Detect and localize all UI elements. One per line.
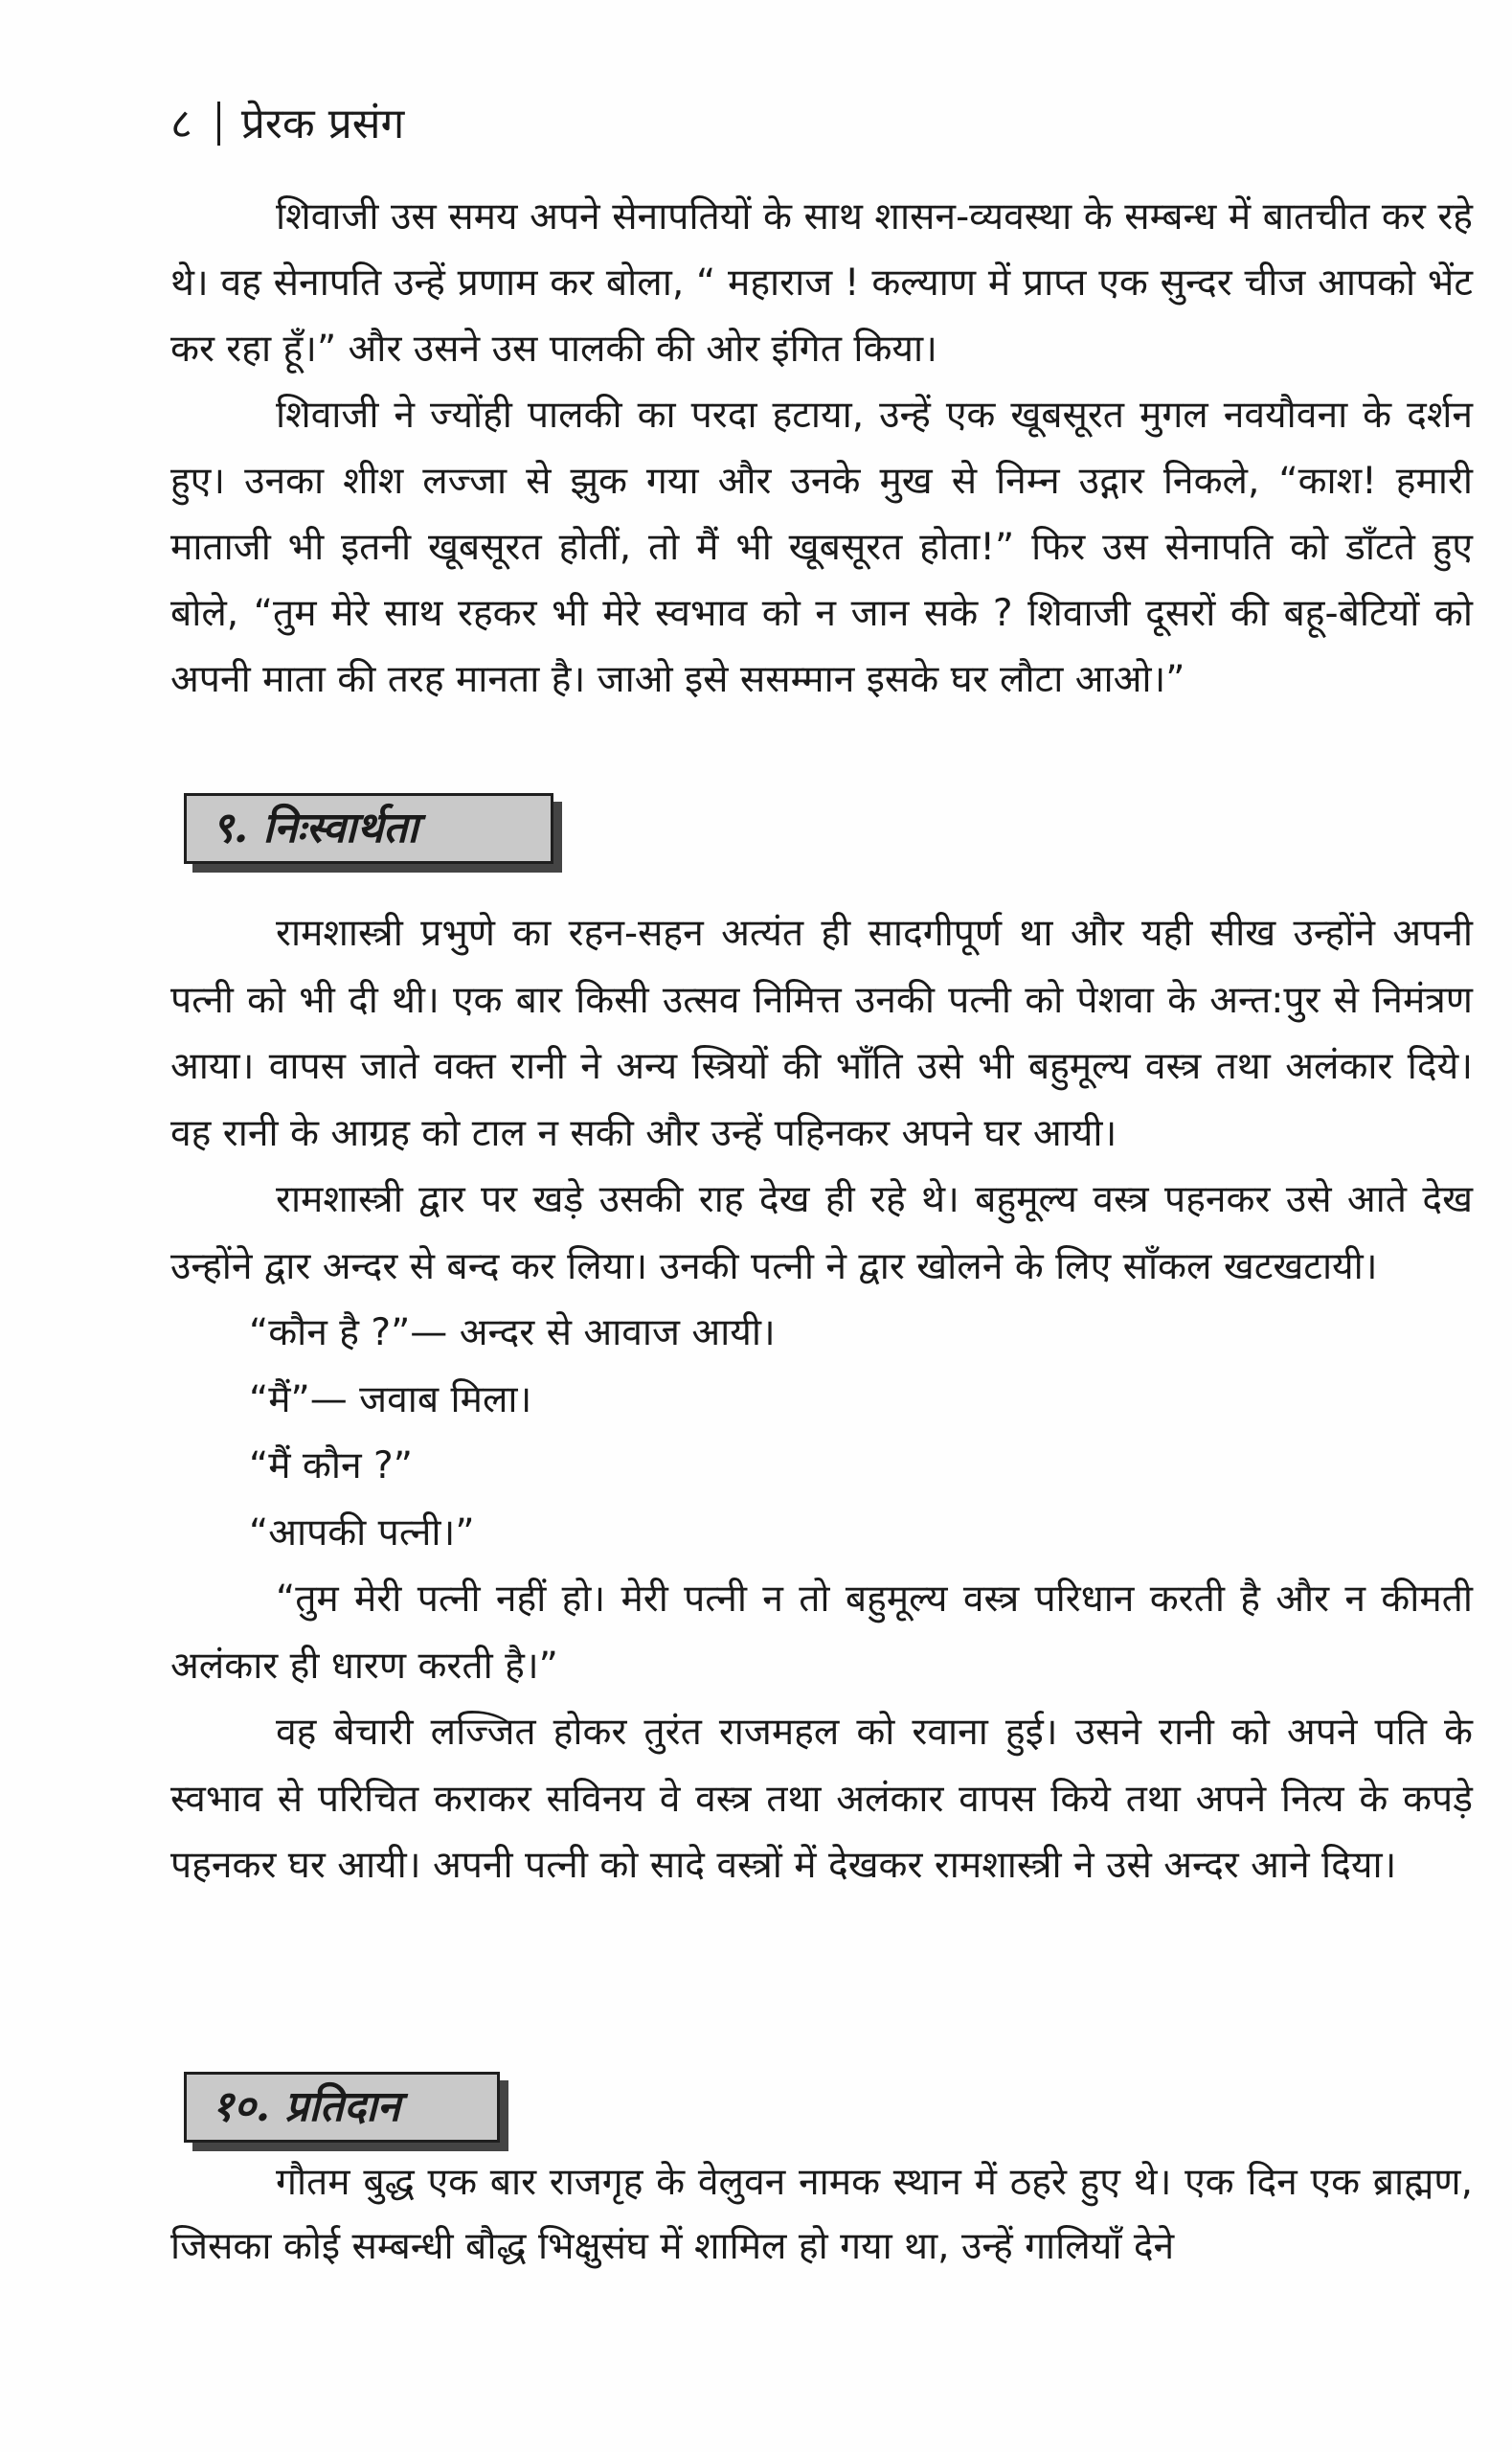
paragraph: गौतम बुद्ध एक बार राजगृह के वेलुवन नामक स्थान में ठहरे हुए थे। एक दिन एक ब्राह्मण, जिसका कोई सम्बन्धी बौद्ध भिक्षुसंघ में शामिल हो गया था, उन्हें गालियाँ देने (170, 2161, 1473, 2268)
story-ramshastri-text (170, 900, 1473, 1899)
page-number: ८ (170, 100, 192, 148)
story-buddha-text (170, 2150, 1473, 2279)
dialogue-line: “मैं”— जवाब मिला। (249, 1377, 532, 1421)
dialogue-line: “मैं कौन ?” (249, 1444, 413, 1487)
paragraph: शिवाजी ने ज्योंही पालकी का परदा हटाया, उन्हें एक खूबसूरत मुगल नवयौवना के दर्शन हुए। उनका शीश लज्जा से झुक गया और उनके मुख से निम्न उद्गार निकले, “काश! हमारी माताजी भी इतनी खूबसूरत होतीं, तो मैं भी खूबसूरत होता!” फिर उस सेनापति को डाँटते हुए बोले, “तुम मेरे साथ रहकर भी मेरे स्वभाव को न जान सके ? शिवाजी दूसरों की बहू-बेटियों को अपनी माता की तरह मानता है। जाओ इसे ससम्मान इसके घर लौटा आओ।” (170, 394, 1473, 701)
paragraph: वह बेचारी लज्जित होकर तुरंत राजमहल को रवाना हुई। उसने रानी को अपने पति के स्वभाव से परिचित कराकर सविनय वे वस्त्र तथा अलंकार वापस किये तथा अपने नित्य के कपड़े पहनकर घर आयी। अपनी पत्नी को सादे वस्त्रों में देखकर रामशास्त्री ने उसे अन्दर आने दिया। (170, 1711, 1473, 1887)
paragraph: रामशास्त्री द्वार पर खड़े उसकी राह देख ही रहे थे। बहुमूल्य वस्त्र पहनकर उसे आते देख उन्होंने द्वार अन्दर से बन्द कर लिया। उनकी पत्नी ने द्वार खोलने के लिए साँकल खटखटायी। (170, 1178, 1473, 1288)
section-heading-10: १०. प्रतिदान (184, 2072, 500, 2143)
book-title: प्रेरक प्रसंग (240, 100, 405, 148)
story-shivaji-text (170, 184, 1473, 713)
paragraph: रामशास्त्री प्रभुणे का रहन-सहन अत्यंत ही सादगीपूर्ण था और यही सीख उन्होंने अपनी पत्नी को भी दी थी। एक बार किसी उत्सव निमित्त उनकी पत्नी को पेशवा के अन्त:पुर से निमंत्रण आया। वापस जाते वक्त रानी ने अन्य स्त्रियों की भाँति उसे भी बहुमूल्य वस्त्र तथा अलंकार दिये। वह रानी के आग्रह को टाल न सकी और उन्हें पहिनकर अपने घर आयी। (170, 912, 1473, 1155)
dialogue-line: “कौन है ?”— अन्दर से आवाज आयी। (249, 1311, 776, 1354)
header-divider (217, 102, 220, 146)
page-header (170, 96, 404, 153)
section-heading-9: ९. निःस्वार्थता (184, 793, 553, 864)
paragraph: शिवाजी उस समय अपने सेनापतियों के साथ शासन-व्यवस्था के सम्बन्ध में बातचीत कर रहे थे। वह सेनापति उन्हें प्रणाम कर बोला, “ महाराज ! कल्याण में प्राप्त एक सुन्दर चीज आपको भेंट कर रहा हूँ।” और उसने उस पालकी की ओर इंगित किया। (170, 195, 1473, 371)
paragraph: “तुम मेरी पत्नी नहीं हो। मेरी पत्नी न तो बहुमूल्य वस्त्र परिधान करती है और न कीमती अलंकार ही धारण करती है।” (170, 1578, 1473, 1688)
dialogue-line: “आपकी पत्नी।” (249, 1510, 475, 1555)
